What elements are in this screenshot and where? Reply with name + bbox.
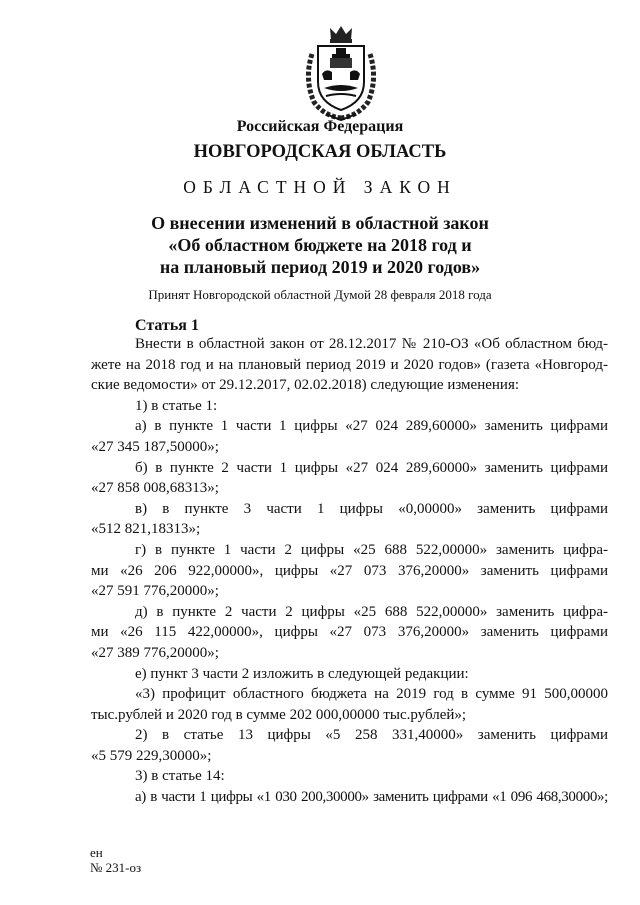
body-line: 1) в статье 1: bbox=[135, 397, 218, 414]
body-line: а) в пункте 1 части 1 цифры «27 024 289,60000» заменить цифрами bbox=[135, 418, 608, 435]
document-kind: ОБЛАСТНОЙ ЗАКОН bbox=[183, 177, 457, 197]
executor-initials: ен bbox=[90, 845, 103, 860]
body-line: тыс.рублей и 2020 год в сумме 202 000,00000 тыс.рублей»; bbox=[91, 706, 467, 723]
law-title-line: «Об областном бюджете на 2018 год и bbox=[168, 235, 472, 255]
body-line: «3) профицит областного бюджета на 2019 год в сумме 91 500,00000 bbox=[135, 686, 608, 703]
body-line: 3) в статье 14: bbox=[135, 768, 225, 785]
body-line: «27 858 008,68313»; bbox=[91, 480, 219, 497]
body-line: «27 345 187,50000»; bbox=[91, 438, 219, 455]
country-heading: Российская Федерация bbox=[236, 118, 404, 135]
body-line: «27 389 776,20000»; bbox=[91, 644, 219, 661]
adoption-note: Принят Новгородской областной Думой 28 февраля 2018 года bbox=[148, 287, 492, 302]
body-line: «512 821,18313»; bbox=[91, 521, 201, 538]
body-line: г) в пункте 1 части 2 цифры «25 688 522,00000» заменить цифра- bbox=[135, 541, 608, 558]
body-line: е) пункт 3 части 2 изложить в следующей редакции: bbox=[135, 665, 469, 682]
body-line: а) в части 1 цифры «1 030 200,30000» заменить цифрами «1 096 468,30000»; bbox=[135, 789, 608, 806]
law-title-line: на плановый период 2019 и 2020 годов» bbox=[159, 257, 481, 277]
article-body bbox=[91, 334, 608, 808]
body-line: «5 579 229,30000»; bbox=[91, 747, 212, 764]
body-line: ми «26 206 922,00000», цифры «27 073 376,20000» заменить цифрами bbox=[91, 562, 608, 579]
body-line: Внести в областной закон от 28.12.2017 № 210-ОЗ «Об областном бюд- bbox=[135, 336, 608, 352]
body-line: ские ведомости» от 29.12.2017, 02.02.2018) следующие изменения: bbox=[91, 377, 520, 394]
region-heading: НОВГОРОДСКАЯ ОБЛАСТЬ bbox=[193, 142, 447, 162]
footer bbox=[90, 845, 141, 875]
body-line: ми «26 115 422,00000», цифры «27 073 376,20000» заменить цифрами bbox=[91, 624, 608, 641]
body-line: жете на 2018 год и на плановый период 2019 и 2020 годов» (газета «Новгород- bbox=[91, 356, 608, 373]
body-line: д) в пункте 2 части 2 цифры «25 688 522,00000» заменить цифра- bbox=[135, 603, 608, 620]
body-line: «27 591 776,20000»; bbox=[91, 583, 219, 600]
body-line: в) в пункте 3 части 1 цифры «0,00000» заменить цифрами bbox=[135, 500, 608, 517]
body-line: б) в пункте 2 части 1 цифры «27 024 289,60000» заменить цифрами bbox=[135, 459, 608, 476]
law-title-line: О внесении изменений в областной закон bbox=[151, 213, 489, 233]
law-title bbox=[0, 212, 640, 278]
coat-of-arms-icon bbox=[296, 24, 386, 122]
body-line: 2) в статье 13 цифры «5 258 331,40000» заменить цифрами bbox=[135, 727, 608, 744]
article-heading: Статья 1 bbox=[135, 317, 199, 334]
document-number: № 231-оз bbox=[90, 860, 142, 875]
